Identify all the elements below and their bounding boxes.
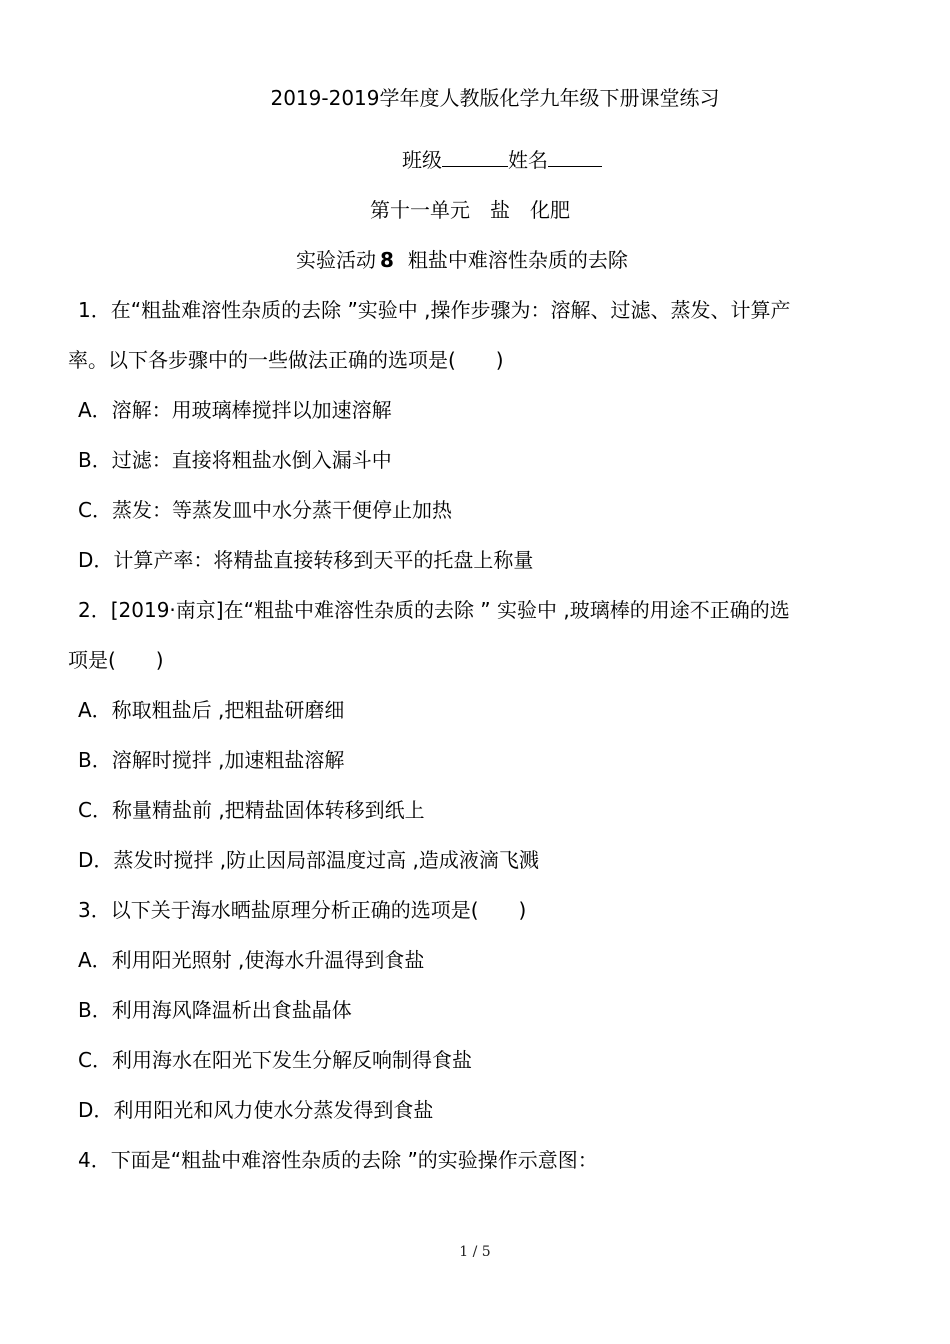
unit-heading: 第十一单元 盐 化肥 bbox=[370, 198, 570, 222]
student-info-line bbox=[402, 146, 602, 174]
question-3-stem-line1: 3．以下关于海水晒盐原理分析正确的选项是( ) bbox=[78, 898, 527, 922]
question-2-stem-line1: 2．[2019·南京]在“粗盐中难溶性杂质的去除 ” 实验中 ,玻璃棒的用途不正确的选 bbox=[78, 598, 790, 622]
question-3-option-c: C．利用海水在阳光下发生分解反响制得食盐 bbox=[78, 1048, 472, 1072]
class-label: 班级 bbox=[402, 148, 442, 172]
question-2-option-b: B．溶解时搅拌 ,加速粗盐溶解 bbox=[78, 748, 345, 772]
question-3-option-a: A．利用阳光照射 ,使海水升温得到食盐 bbox=[78, 948, 425, 972]
activity-number: 8 bbox=[380, 248, 394, 272]
question-3-option-b: B．利用海风降温析出食盐晶体 bbox=[78, 998, 352, 1022]
question-1-option-d: D．计算产率：将精盐直接转移到天平的托盘上称量 bbox=[78, 548, 534, 572]
question-2-option-d: D．蒸发时搅拌 ,防止因局部温度过高 ,造成液滴飞溅 bbox=[78, 848, 539, 872]
question-3-option-d: D．利用阳光和风力使水分蒸发得到食盐 bbox=[78, 1098, 434, 1122]
question-1-option-c: C．蒸发：等蒸发皿中水分蒸干便停止加热 bbox=[78, 498, 452, 522]
page-number: 1 / 5 bbox=[459, 1244, 491, 1260]
activity-title: 粗盐中难溶性杂质的去除 bbox=[407, 248, 628, 272]
question-2-option-a: A．称取粗盐后 ,把粗盐研磨细 bbox=[78, 698, 345, 722]
question-1-stem-line2: 率。以下各步骤中的一些做法正确的选项是( ) bbox=[68, 348, 504, 372]
name-label: 姓名 bbox=[508, 148, 548, 172]
question-1-option-a: A．溶解：用玻璃棒搅拌以加速溶解 bbox=[78, 398, 392, 422]
question-4-stem-line1: 4．下面是“粗盐中难溶性杂质的去除 ”的实验操作示意图： bbox=[78, 1148, 598, 1172]
question-1-option-b: B．过滤：直接将粗盐水倒入漏斗中 bbox=[78, 448, 392, 472]
question-1-stem-line1: 1．在“粗盐难溶性杂质的去除 ”实验中 ,操作步骤为：溶解、过滤、蒸发、计算产 bbox=[78, 298, 791, 322]
activity-prefix: 实验活动 bbox=[296, 248, 376, 272]
question-2-option-c: C．称量精盐前 ,把精盐固体转移到纸上 bbox=[78, 798, 425, 822]
activity-heading bbox=[296, 246, 628, 274]
name-blank bbox=[548, 146, 602, 167]
question-2-stem-line2: 项是( ) bbox=[68, 648, 164, 672]
page-title: 2019-2019学年度人教版化学九年级下册课堂练习 bbox=[270, 86, 720, 110]
class-blank bbox=[442, 146, 508, 167]
